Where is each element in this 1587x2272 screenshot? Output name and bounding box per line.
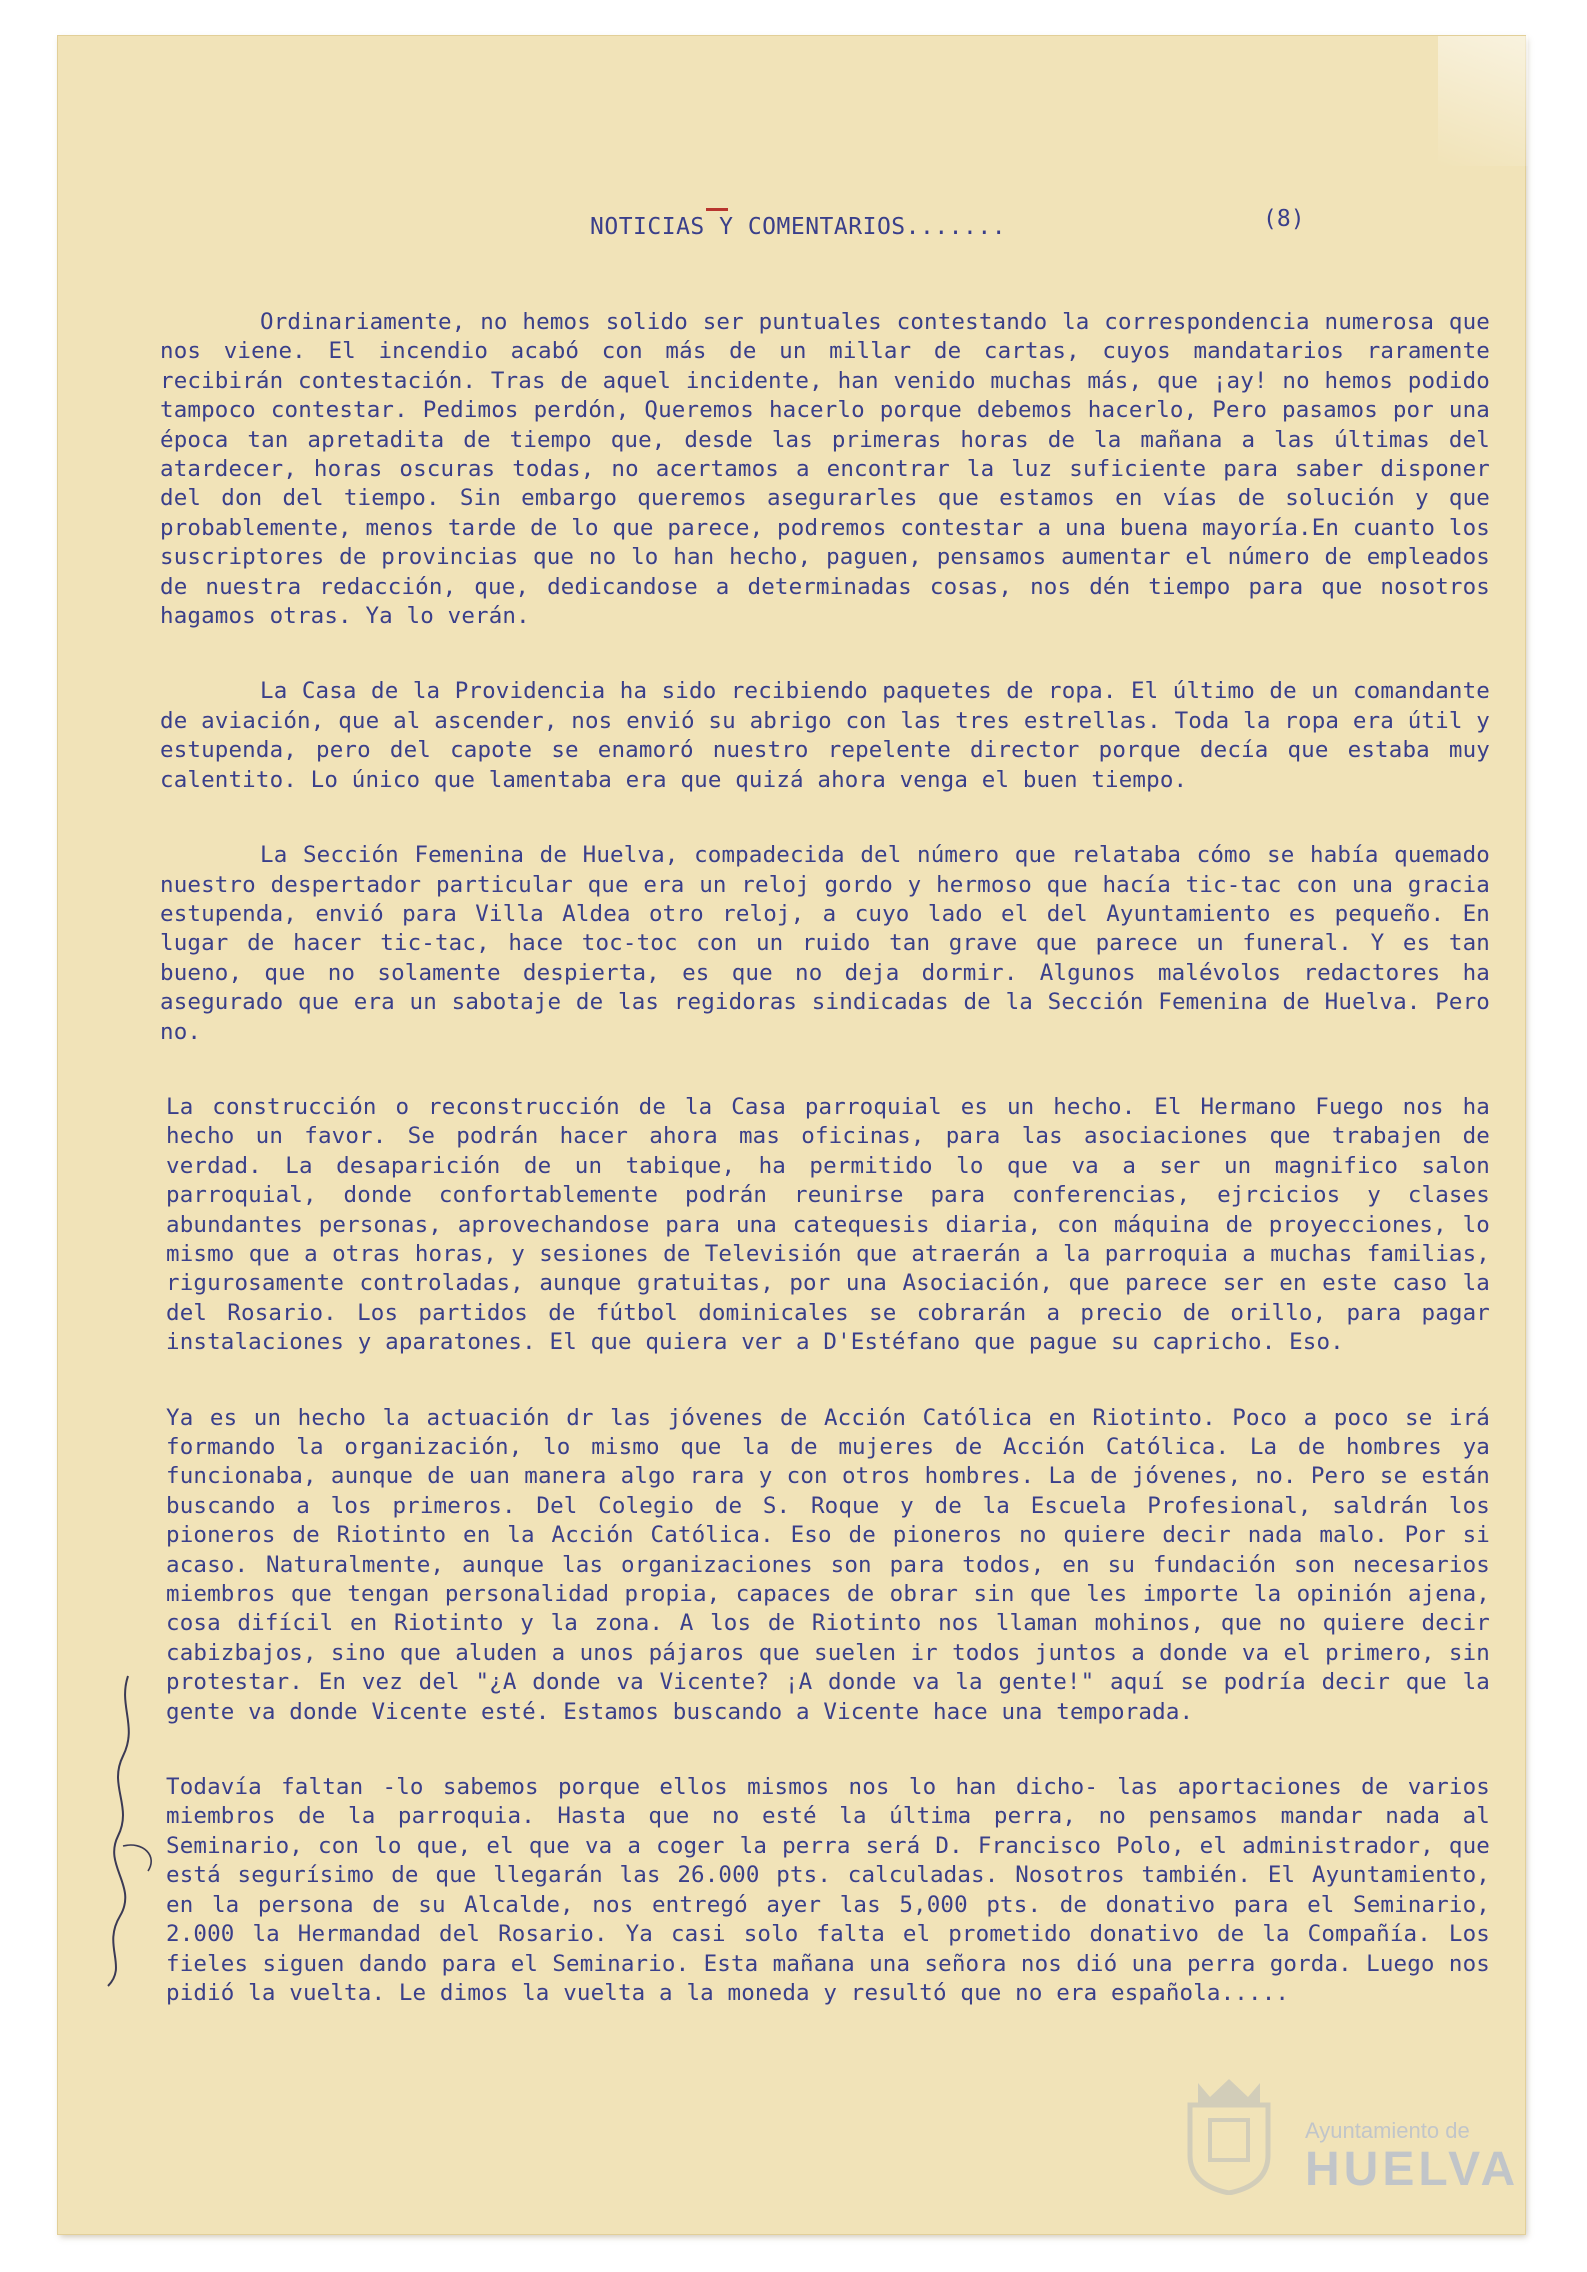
document-body	[160, 308, 1490, 2054]
watermark	[1305, 2118, 1519, 2197]
paragraph-casa-parroquial: La construcción o reconstrucción de la Casa parroquial es un hecho. El Hermano Fuego nos ha hecho un favor. Se podrán hacer ahora mas oficinas, para las asociaciones que trabajen de verdad. La desaparición de un tabique, ha permitido lo que va a ser un magnifico salon parroquial, donde confortablemente podrán reunirse para conferencias, ejrcicios y clases abundantes personas, aprovechandose para una catequesis diaria, con máquina de proyecciones, lo mismo que a otras horas, y sesiones de Televisión que atraerán a la parroquia a muchas familias, rigurosamente controladas, aunque gratuitas, por una Asociación, que parece ser en este caso la del Rosario. Los partidos de fútbol dominicales se cobrarán a precio de orillo, para pagar instalaciones y aparatones. El que quiera ver a D'Estéfano que pague su capricho. Eso.	[166, 1093, 1490, 1356]
page-number: (8)	[1263, 206, 1305, 232]
pen-scribble-icon	[98, 1666, 208, 1996]
watermark-line2: HUELVA	[1305, 2143, 1520, 2196]
document-page	[58, 36, 1525, 2234]
paragraph-seminario: Todavía faltan -lo sabemos porque ellos mismos nos lo han dicho- las aportaciones de varios miembros de la parroquia. Hasta que no esté la última perra, no pensamos mandar nada al Seminario, con lo que, el que va a coger la perra será D. Francisco Polo, el administrador, que está segurísimo de que llegarán las 26.000 pts. calculadas. Nosotros también. El Ayuntamiento, en la persona de su Alcalde, nos entregó ayer las 5,000 pts. de donativo para el Seminario, 2.000 la Hermandad del Rosario. Ya casi solo falta el prometido donativo de la Compañía. Los fieles siguen dando para el Seminario. Esta mañana una señora nos dió una perra gorda. Luego nos pidió la vuelta. Le dimos la vuelta a la moneda y resultó que no era española.....	[166, 1774, 1490, 2006]
paragraph-correspondence: Ordinariamente, no hemos solido ser puntuales contestando la correspondencia numerosa que nos viene. El incendio acabó con más de un millar de cartas, cuyos mandatarios raramente recibirán contestación. Tras de aquel incidente, han venido muchas más, que ¡ay! no hemos podido tampoco contestar. Pedimos perdón, Queremos hacerlo porque debemos hacerlo, Pero pasamos por una época tan apretadita de tiempo que, desde las primeras horas de la mañana a las últimas del atardecer, horas oscuras todas, no acertamos a encontrar la luz suficiente para saber disponer del don del tiempo. Sin embargo queremos asegurarles que estamos en vías de solución y que probablemente, menos tarde de lo que parece, podremos contestar a una buena mayoría.En cuanto los suscriptores de provincias que no lo han hecho, paguen, pensamos aumentar el número de empleados de nuestra redacción, que, dedicandose a determinadas cosas, nos dén tiempo para que nosotros hagamos otras. Ya lo verán.	[160, 309, 1490, 630]
watermark-line1: Ayuntamiento de	[1305, 2118, 1470, 2143]
paragraph-accion-catolica: Ya es un hecho la actuación dr las jóvenes de Acción Católica en Riotinto. Poco a poco se irá formando la organización, lo mismo que la de mujeres de Acción Católica. La de hombres ya funcionaba, aunque de uan manera algo rara y con otros hombres. La de jóvenes, no. Pero se están buscando a los primeros. Del Colegio de S. Roque y de la Escuela Profesional, saldrán los pioneros de Riotinto en la Acción Católica. Eso de pioneros no quiere decir nada malo. Por si acaso. Naturalmente, aunque las organizaciones son para todos, en su fundación son necesarios miembros que tengan personalidad propia, capaces de obrar sin que les importe la opinión ajena, cosa difícil en Riotinto y la zona. A los de Riotinto nos llaman mohinos, que no quiere decir cabizbajos, sino que aluden a unos pájaros que suelen ir todos juntos a donde va el primero, sin protestar. En vez del "¿A donde va Vicente? ¡A donde va la gente!" aquí se podría decir que la gente va donde Vicente esté. Estamos buscando a Vicente hace una temporada.	[166, 1404, 1490, 1725]
paragraph-providencia: La Casa de la Providencia ha sido recibiendo paquetes de ropa. El último de un comandante de aviación, que al ascender, nos envió su abrigo con las tres estrellas. Toda la ropa era útil y estupenda, pero del capote se enamoró nuestro repelente director porque decía que estaba muy calentito. Lo único que lamentaba era que quizá ahora venga el buen tiempo.	[160, 678, 1490, 793]
paragraph-seccion-femenina: La Sección Femenina de Huelva, compadecida del número que relataba cómo se había quemado nuestro despertador particular que era un reloj gordo y hermoso que hacía tic-tac con una gracia estupenda, envió para Villa Aldea otro reloj, a cuyo lado el del Ayuntamiento es pequeño. En lugar de hacer tic-tac, hace toc-toc con un ruido tan grave que parece un funeral. Y es tan bueno, que no solamente despierta, es que no deja dormir. Algunos malévolos redactores ha asegurado que era un sabotaje de las regidoras sindicadas de la Sección Femenina de Huelva. Pero no.	[160, 842, 1490, 1045]
red-mark	[706, 208, 728, 211]
page-title: NOTICIAS Y COMENTARIOS.......	[590, 214, 1007, 240]
page-fold	[1438, 36, 1528, 166]
page-header	[58, 206, 1525, 254]
huelva-seal-icon	[1180, 2075, 1278, 2195]
